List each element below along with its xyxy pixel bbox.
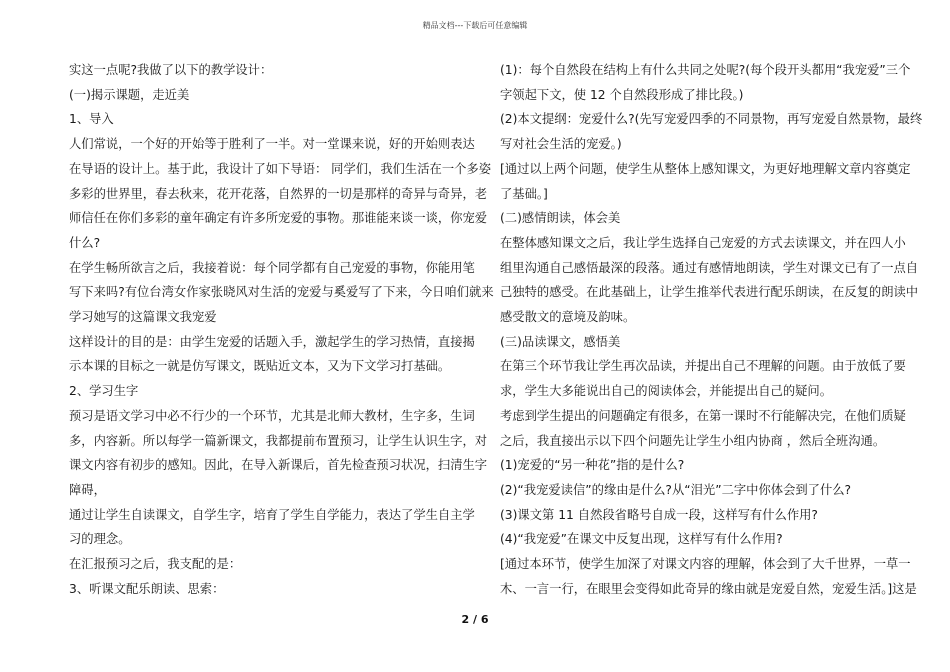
text-line: 习的理念。 [69,532,131,547]
text-line: 师信任在你们多彩的童年确定有许多所宠爱的事物。那谁能来谈一谈，你宠爱 [69,211,488,226]
text-line: 写对社会生活的宠爱。) [500,137,622,152]
right-column [500,58,923,601]
question-item: (4)“我宠爱”在课文中反复出现，这样写有什么作用? [500,532,783,547]
text-line: 多彩的世界里，春去秋来，花开花落，自然界的一切是那样的奇异与奇异，老 [69,186,488,201]
text-line: 在导语的设计上。基于此，我设计了如下导语： 同学们，我们生活在一个多姿 [69,161,492,176]
text-line: 组里沟通自己感悟最深的段落。通过有感情地朗读，学生对课文已有了一点自 [500,260,919,275]
question-item: (1)宠爱的“另一种花”指的是什么? [500,458,685,473]
text-line: 求，学生大多能说出自己的阅读体会，并能提出自己的疑问。 [500,384,833,399]
text-line: 多，内容新。所以每学一篇新课文，我都提前布置预习，让学生认识生字，对 [69,433,488,448]
text-line: 字领起下文，使 12 个自然段形成了排比段。) [500,87,744,102]
subsection-heading: 1、导入 [69,112,114,127]
left-column [69,58,494,601]
text-line: 课文内容有初步的感知。因此，在导入新课后，首先检查预习状况，扫清生字 [69,458,488,473]
text-line: (2)本文提纲：宠爱什么?(先写宠爱四季的不同景物，再写宠爱自然景物，最终 [500,112,923,127]
text-line: 在学生畅所欲言之后，我接着说：每个同学都有自己宠爱的事物，你能用笔 [69,260,475,275]
question-item: (3)课文第 11 自然段省略号自成一段，这样写有什么作用? [500,507,818,522]
text-line: 之后，我直接出示以下四个问题先让学生小组内协商 ，然后全班沟通。 [500,433,886,448]
section-heading: (三)品读课文，感悟美 [500,334,621,349]
text-line: 这样设计的目的是：由学生宠爱的话题入手，激起学生的学习热情，直接揭 [69,334,475,349]
text-line: (1)：每个自然段在结构上有什么共同之处呢?(每个段开头都用“我宠爱”三个 [500,63,911,77]
text-line: 在第三个环节我让学生再次品读，并提出自己不理解的问题。由于放低了要 [500,359,906,374]
text-line: 通过让学生自读课文，自学生字，培育了学生自学能力，表达了学生自主学 [69,507,475,522]
question-item: (2)“我宠爱读信”的缘由是什么?从“泪光”二字中你体会到了什么? [500,482,852,497]
text-line: 感受散文的意境及韵味。 [500,310,636,325]
text-line: 在整体感知课文之后，我让学生选择自己宠爱的方式去读课文，并在四人小 [500,235,906,250]
text-line: 预习是语文学习中必不行少的一个环节，尤其是北师大教材，生字多，生词 [69,408,475,423]
section-heading: (二)感情朗读，体会美 [500,211,621,226]
text-line: 示本课的目标之一就是仿写课文，既贴近文本，又为下文学习打基础。 [69,359,451,374]
text-line: 在汇报预习之后，我支配的是： [69,557,242,572]
section-heading: (一)揭示课题，走近美 [69,87,190,102]
page-number: 2 / 6 [461,613,489,626]
text-line: 什么? [69,235,101,250]
text-line: 考虑到学生提出的问题确定有很多，在第一课时不行能解决完，在他们质疑 [500,408,906,423]
text-line: 木、一言一行，在眼里会变得如此奇异的缘由就是宠爱自然，宠爱生活。]这是 [500,581,917,596]
subsection-heading: 3、听课文配乐朗读、思索： [69,581,225,596]
text-line: 写下来吗?有位台湾女作家张晓风对生活的宠爱与奚爱写了下来，今日咱们就来 [69,285,494,300]
subsection-heading: 2、学习生字 [69,384,139,399]
text-line: 实这一点呢?我做了以下的教学设计： [69,63,273,77]
text-line: 学习她写的这篇课文我宠爱 [69,310,217,325]
text-line: 了基础。] [500,186,548,201]
page-header: 精品文档---下载后可任意编辑 [422,21,528,30]
text-line: 障碍， [69,482,106,497]
text-line: 己独特的感受。在此基础上，让学生推举代表进行配乐朗读，在反复的朗读中 [500,285,919,300]
text-line: [通过本环节，使学生加深了对课文内容的理解，体会到了大千世界，一草一 [500,557,911,572]
text-line: [通过以上两个问题，使学生从整体上感知课文，为更好地理解文章内容奠定 [500,161,911,176]
text-line: 人们常说，一个好的开始等于胜利了一半。对一堂课来说，好的开始则表达 [69,137,475,152]
